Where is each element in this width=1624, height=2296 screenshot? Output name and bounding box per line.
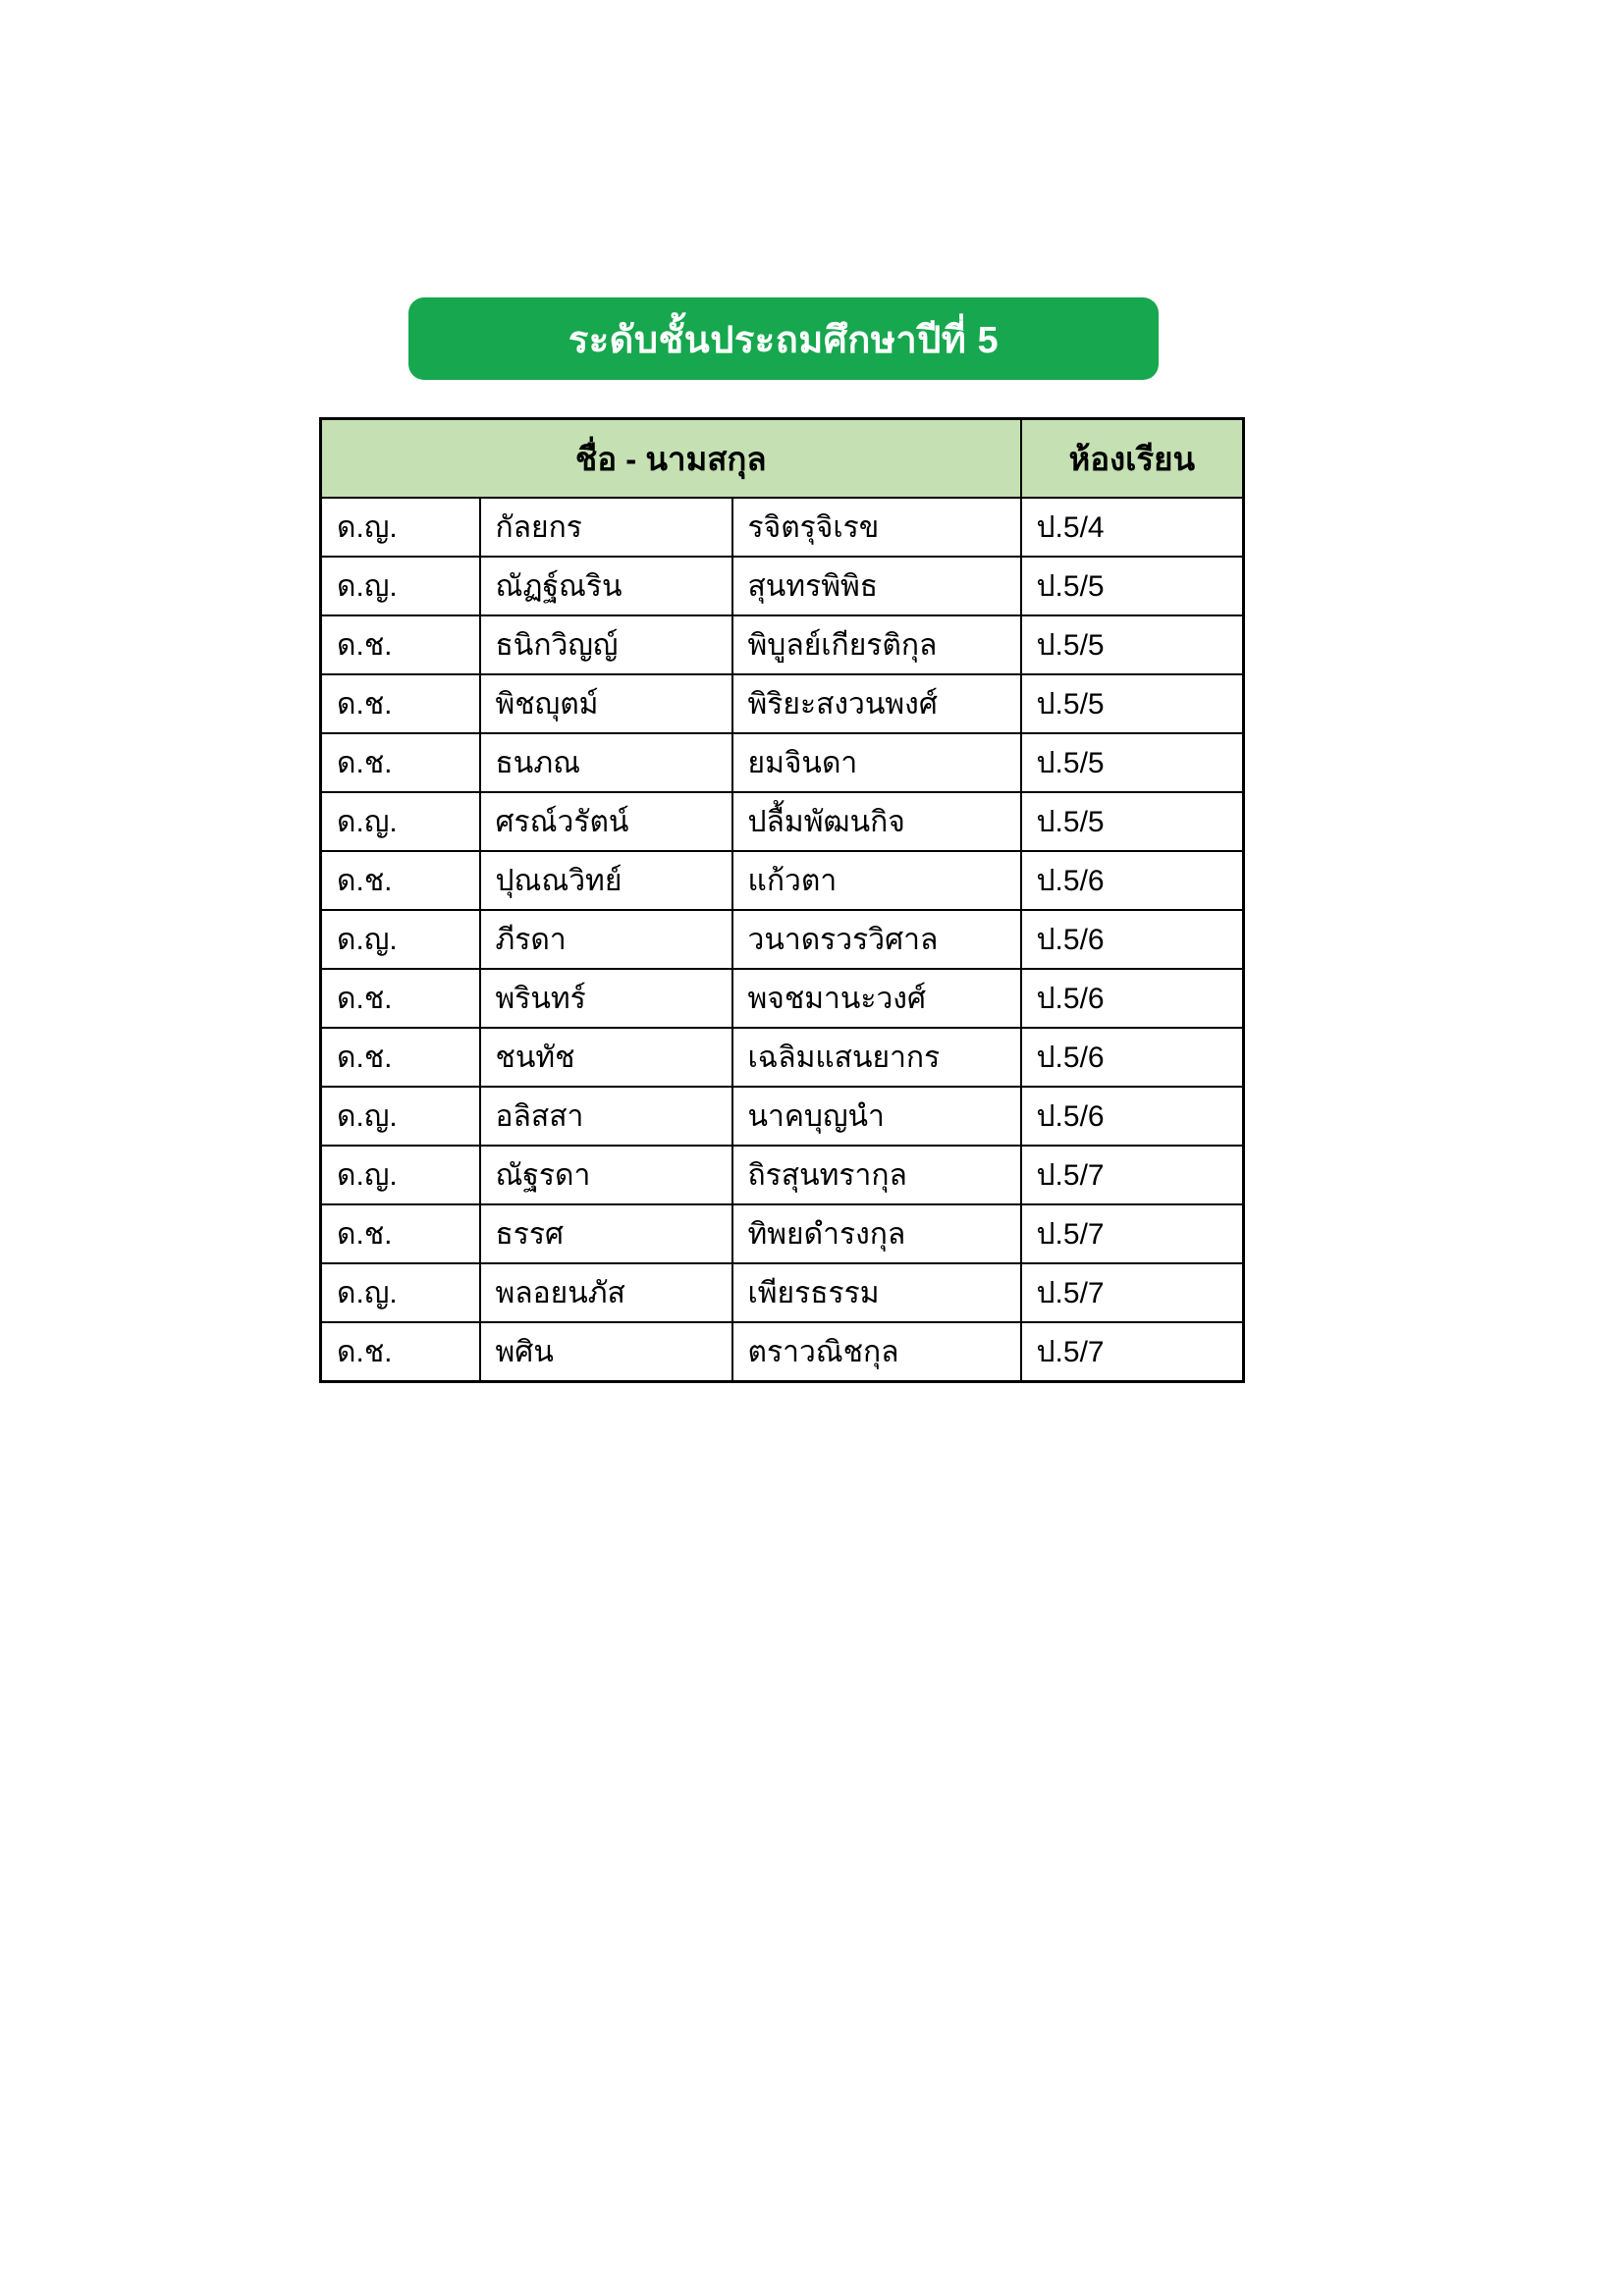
student-lastname-cell: พิริยะสงวนพงศ์	[732, 674, 1021, 733]
student-firstname-cell: พิชญุตม์	[480, 674, 732, 733]
student-firstname-cell: พลอยนภัส	[480, 1263, 732, 1322]
student-row	[321, 1204, 1244, 1263]
student-lastname-cell: พิบูลย์เกียรติกุล	[732, 615, 1021, 674]
classroom-cell: ป.5/7	[1021, 1263, 1244, 1322]
student-lastname-cell: ปลื้มพัฒนกิจ	[732, 792, 1021, 851]
student-row	[321, 1263, 1244, 1322]
student-lastname-cell: ตราวณิชกุล	[732, 1322, 1021, 1382]
student-title-cell: ด.ช.	[321, 851, 480, 910]
student-firstname-cell: ภีรดา	[480, 910, 732, 969]
student-row	[321, 851, 1244, 910]
student-lastname-cell: ทิพยดำรงกุล	[732, 1204, 1021, 1263]
student-title-cell: ด.ญ.	[321, 910, 480, 969]
classroom-column-header: ห้องเรียน	[1021, 419, 1244, 499]
student-title-cell: ด.ช.	[321, 969, 480, 1028]
student-title-cell: ด.ช.	[321, 1204, 480, 1263]
student-firstname-cell: ธนิกวิญญ์	[480, 615, 732, 674]
student-title-cell: ด.ช.	[321, 615, 480, 674]
student-title-cell: ด.ญ.	[321, 498, 480, 557]
student-row	[321, 557, 1244, 615]
student-row	[321, 674, 1244, 733]
student-firstname-cell: ศรณ์วรัตน์	[480, 792, 732, 851]
classroom-cell: ป.5/5	[1021, 733, 1244, 792]
student-row	[321, 498, 1244, 557]
grade-level-title: ระดับชั้นประถมศึกษาปีที่ 5	[568, 319, 1000, 361]
student-row	[321, 792, 1244, 851]
classroom-cell: ป.5/5	[1021, 557, 1244, 615]
classroom-cell: ป.5/4	[1021, 498, 1244, 557]
classroom-cell: ป.5/5	[1021, 674, 1244, 733]
table-header-row	[321, 419, 1244, 499]
student-lastname-cell: แก้วตา	[732, 851, 1021, 910]
classroom-cell: ป.5/6	[1021, 851, 1244, 910]
student-firstname-cell: กัลยกร	[480, 498, 732, 557]
student-firstname-cell: พศิน	[480, 1322, 732, 1382]
student-lastname-cell: รจิตรุจิเรข	[732, 498, 1021, 557]
classroom-cell: ป.5/5	[1021, 615, 1244, 674]
classroom-cell: ป.5/5	[1021, 792, 1244, 851]
student-lastname-cell: สุนทรพิพิธ	[732, 557, 1021, 615]
student-firstname-cell: ชนทัช	[480, 1028, 732, 1087]
student-row	[321, 910, 1244, 969]
student-title-cell: ด.ช.	[321, 733, 480, 792]
student-firstname-cell: ธรรศ	[480, 1204, 732, 1263]
student-row	[321, 1146, 1244, 1204]
student-firstname-cell: อลิสสา	[480, 1087, 732, 1146]
name-column-header: ชื่อ - นามสกุล	[321, 419, 1021, 499]
student-title-cell: ด.ญ.	[321, 1146, 480, 1204]
student-lastname-cell: ยมจินดา	[732, 733, 1021, 792]
student-firstname-cell: ธนภณ	[480, 733, 732, 792]
classroom-cell: ป.5/6	[1021, 910, 1244, 969]
classroom-cell: ป.5/7	[1021, 1322, 1244, 1382]
student-firstname-cell: ณัฐรดา	[480, 1146, 732, 1204]
student-row	[321, 615, 1244, 674]
student-lastname-cell: เฉลิมแสนยากร	[732, 1028, 1021, 1087]
student-lastname-cell: วนาดรวรวิศาล	[732, 910, 1021, 969]
student-title-cell: ด.ญ.	[321, 792, 480, 851]
student-title-cell: ด.ช.	[321, 674, 480, 733]
student-row	[321, 1322, 1244, 1382]
classroom-cell: ป.5/7	[1021, 1146, 1244, 1204]
student-row	[321, 733, 1244, 792]
student-title-cell: ด.ช.	[321, 1028, 480, 1087]
student-lastname-cell: พจชมานะวงศ์	[732, 969, 1021, 1028]
student-title-cell: ด.ช.	[321, 1322, 480, 1382]
student-roster-table	[319, 417, 1245, 1383]
student-title-cell: ด.ญ.	[321, 1263, 480, 1322]
student-firstname-cell: ปุณณวิทย์	[480, 851, 732, 910]
student-title-cell: ด.ญ.	[321, 557, 480, 615]
student-row	[321, 969, 1244, 1028]
student-lastname-cell: นาคบุญนำ	[732, 1087, 1021, 1146]
classroom-cell: ป.5/6	[1021, 1087, 1244, 1146]
student-row	[321, 1028, 1244, 1087]
grade-level-banner	[408, 297, 1159, 380]
student-title-cell: ด.ญ.	[321, 1087, 480, 1146]
student-firstname-cell: พรินทร์	[480, 969, 732, 1028]
classroom-cell: ป.5/6	[1021, 1028, 1244, 1087]
student-row	[321, 1087, 1244, 1146]
student-firstname-cell: ณัฏฐ์ณริน	[480, 557, 732, 615]
student-lastname-cell: ถิรสุนทรากุล	[732, 1146, 1021, 1204]
classroom-cell: ป.5/6	[1021, 969, 1244, 1028]
table-body	[321, 498, 1244, 1382]
student-lastname-cell: เพียรธรรม	[732, 1263, 1021, 1322]
classroom-cell: ป.5/7	[1021, 1204, 1244, 1263]
